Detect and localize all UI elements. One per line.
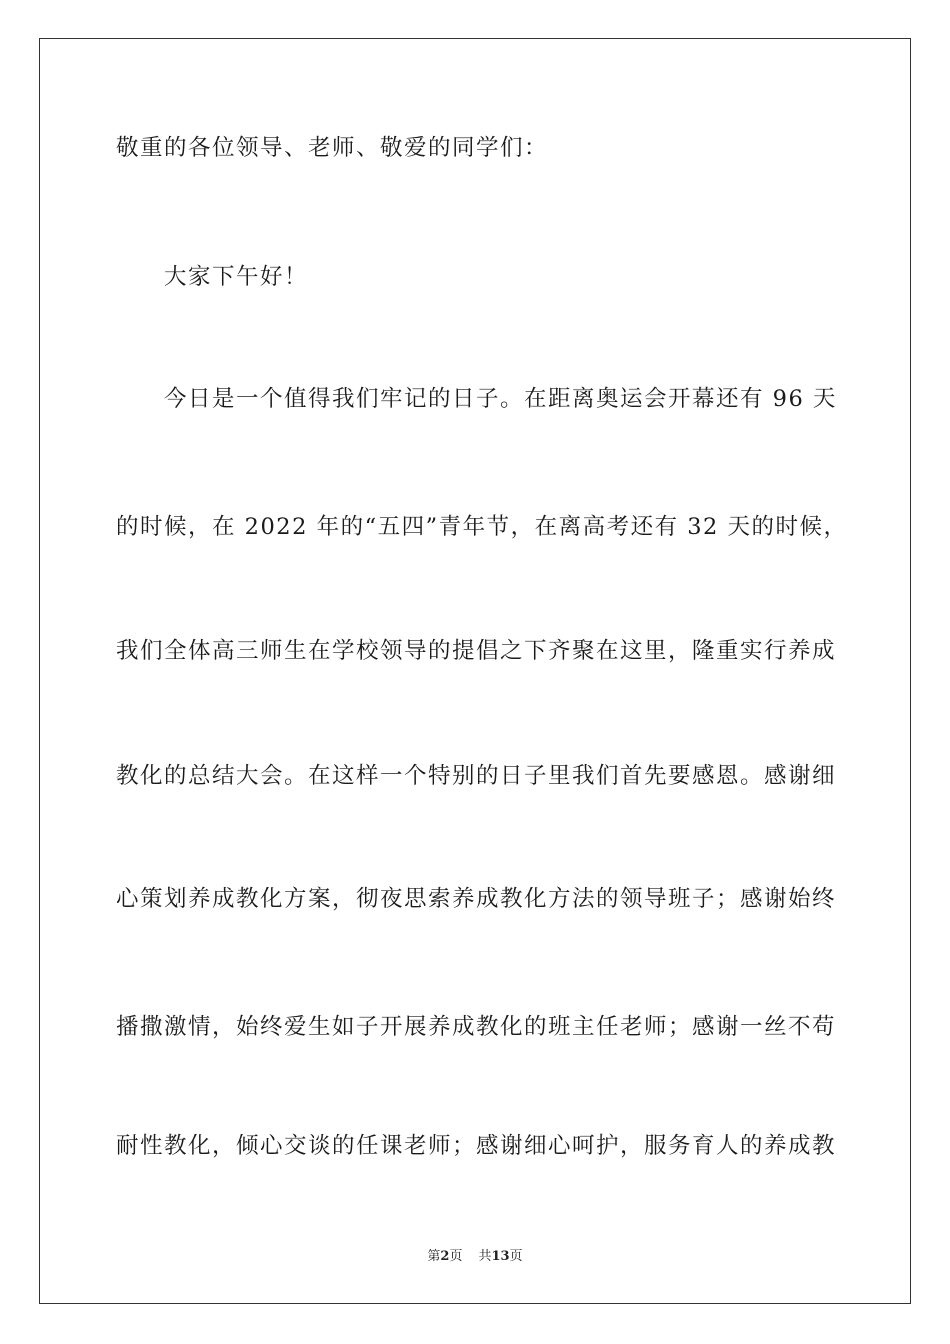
salutation-line: 大家下午好！ — [164, 264, 309, 290]
paragraph-line: 播撒激情，始终爱生如子开展养成教化的班主任老师；感谢一丝不苟 — [116, 1014, 837, 1040]
page-suffix: 页 — [449, 1249, 463, 1264]
total-pages: 13 — [491, 1249, 510, 1264]
paragraph-line: 教化的总结大会。在这样一个特别的日子里我们首先要感恩。感谢细 — [116, 763, 837, 789]
page-prefix: 第 — [427, 1249, 441, 1264]
greeting-line: 敬重的各位领导、老师、敬爱的同学们： — [116, 135, 549, 161]
page-border — [39, 38, 911, 1304]
page-number: 2 — [440, 1249, 450, 1264]
paragraph-line: 我们全体高三师生在学校领导的提倡之下齐聚在这里，隆重实行养成 — [116, 638, 837, 664]
total-prefix: 共 — [478, 1249, 492, 1264]
paragraph-line: 的时候，在 2022 年的“五四”青年节，在离高考还有 32 天的时候， — [116, 514, 848, 540]
page-footer — [0, 1248, 950, 1266]
paragraph-line: 今日是一个值得我们牢记的日子。在距离奥运会开幕还有 96 天 — [164, 386, 837, 412]
total-suffix: 页 — [509, 1249, 523, 1264]
paragraph-line: 心策划养成教化方案，彻夜思索养成教化方法的领导班子；感谢始终 — [116, 886, 837, 912]
paragraph-line: 耐性教化，倾心交谈的任课老师；感谢细心呵护，服务育人的养成教 — [116, 1133, 837, 1159]
